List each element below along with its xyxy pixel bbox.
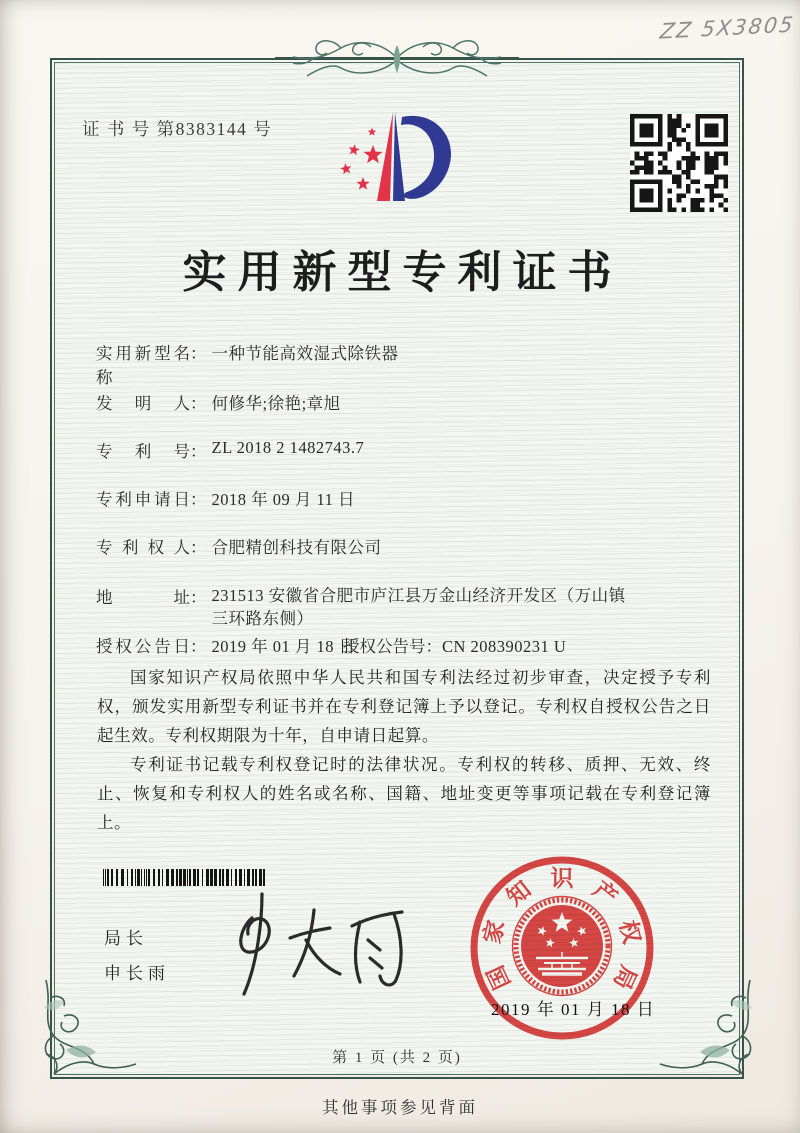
field-row-patentee: 专利权人： 合肥精创科技有限公司 (96, 534, 716, 558)
field-label: 专利权人 (96, 538, 190, 557)
qr-code-icon (630, 114, 728, 212)
field-grant-publication-number: 授权公告号：CN 208390231 U (343, 637, 567, 656)
bottom-right-corner-ornament (650, 978, 760, 1088)
field-row-name: 实用新型名称： 一种节能高效湿式除铁器 (96, 340, 716, 388)
field-label: 授权公告日 (96, 637, 190, 656)
legal-paragraph-1: 国家知识产权局依照中华人民共和国专利法经过初步审查，决定授予专利权，颁发实用新型专利证书并在专利登记簿上予以登记。专利权自授权公告之日起生效。专利权期限为十年，自申请日起算。 (97, 668, 711, 745)
barcode-icon (103, 869, 308, 886)
handwritten-code: ZZ 5X3805 (658, 12, 797, 44)
field-label: 专利申请日 (96, 490, 190, 509)
svg-text:识: 识 (550, 866, 574, 891)
svg-text:知: 知 (502, 876, 536, 911)
field-value: 2018 年 09 月 11 日 (211, 490, 356, 509)
field-value: 何修华;徐艳;章旭 (211, 394, 341, 413)
legal-statement (97, 663, 711, 837)
field-row-address: 地址： 231513 安徽省合肥市庐江县万金山经济开发区（万山镇 三环路东侧） (96, 584, 716, 630)
field-row-inventors: 发明人： 何修华;徐艳;章旭 (96, 390, 716, 414)
field-row-grant-date: 授权公告日： 2019 年 01 月 18 日 授权公告号：CN 208390231 U (96, 633, 716, 657)
page-number: 第 1 页 (共 2 页) (332, 1050, 462, 1066)
svg-text:局: 局 (608, 961, 642, 994)
field-label: 地址 (96, 588, 190, 607)
svg-text:产: 产 (588, 876, 622, 911)
field-value: 合肥精创科技有限公司 (211, 538, 382, 557)
see-reverse-note: 其他事项参见背面 (322, 1098, 478, 1117)
svg-text:权: 权 (614, 917, 645, 947)
seal-date: 2019 年 01 月 18 日 (491, 1000, 656, 1019)
field-value: ZL 2018 2 1482743.7 (211, 438, 365, 457)
svg-text:国: 国 (482, 961, 516, 994)
cnipa-logo-icon (332, 106, 462, 218)
director-title-label: 局长 (104, 929, 148, 948)
field-label: 发明人 (96, 394, 190, 413)
field-row-filing-date: 专利申请日： 2018 年 09 月 11 日 (96, 486, 716, 510)
field-value: 2019 年 01 月 18 日 (211, 637, 356, 656)
field-row-patent-number: 专利号： ZL 2018 2 1482743.7 (96, 438, 365, 461)
certificate-title: 实用新型专利证书 (182, 248, 623, 297)
director-signature-handwriting-icon (218, 888, 423, 1000)
field-value: 231513 安徽省合肥市庐江县万金山经济开发区（万山镇 三环路东侧） (211, 586, 626, 628)
top-border-flourish-ornament (275, 33, 519, 83)
svg-text:家: 家 (479, 917, 510, 947)
certificate-number: 证 书 号 第8383144 号 (82, 119, 273, 139)
bottom-left-corner-ornament (36, 978, 146, 1088)
field-value: 一种节能高效湿式除铁器 (211, 344, 399, 363)
field-label: 实用新型名称 (96, 344, 190, 387)
legal-paragraph-2: 专利证书记载专利权登记时的法律状况。专利权的转移、质押、无效、终止、恢复和专利权人的姓名或名称、国籍、地址变更等事项记载在专利登记簿上。 (97, 755, 711, 832)
field-label: 专利号 (96, 442, 190, 461)
director-name-label: 申长雨 (104, 964, 170, 983)
